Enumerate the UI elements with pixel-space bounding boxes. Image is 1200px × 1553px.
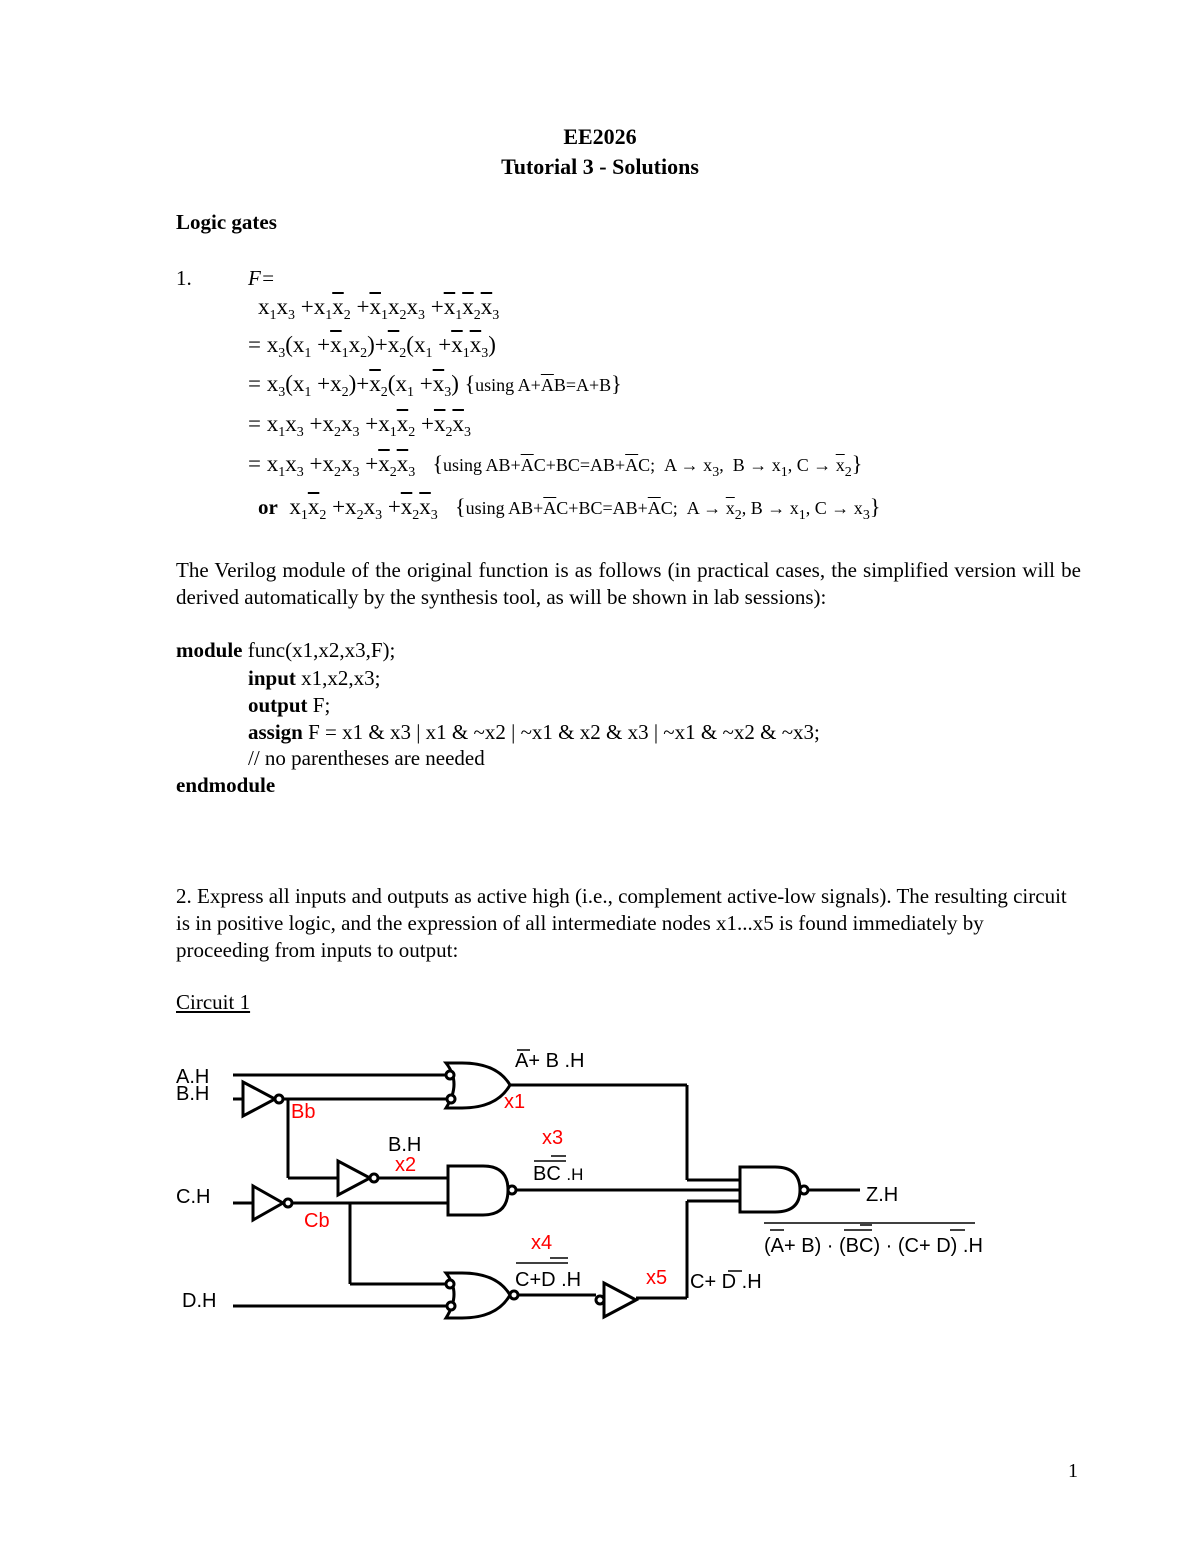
input-c-label: C.H	[176, 1186, 211, 1208]
assign-statement: F = x1 & x3 | x1 & ~x2 | ~x1 & x2 & x3 | ~x1 & ~x2 & ~x3;	[302, 720, 820, 744]
x4-expr-suffix: .H	[561, 1269, 582, 1291]
equation-line-2: = $x_3(x_1 +\overline{x}_1x_2)+\overline{x}_2(x_1 +\overline{x}_1\overline{x}_3)$	[248, 332, 496, 361]
x1-expression	[515, 1050, 584, 1072]
x5-expression: C+ D .H	[690, 1271, 762, 1293]
verilog-intro: The Verilog module of the original function is as follows (in practical cases, the simplified version will be derived automatically by the synthesis tool, as will be shown in lab sessions):	[176, 558, 1081, 609]
node-x2: x2	[395, 1154, 417, 1176]
output-label: Z.H	[866, 1184, 899, 1206]
nand-gate-z	[740, 1167, 800, 1212]
node-x3: x3	[542, 1127, 564, 1149]
x3-expr-suffix: .H	[566, 1165, 584, 1184]
node-cb: Cb	[304, 1210, 330, 1232]
nand-gate-x3	[448, 1166, 508, 1215]
input-d-label: D.H	[182, 1290, 217, 1312]
node-bb: Bb	[291, 1101, 316, 1123]
keyword-output: output	[248, 693, 308, 717]
x1-expr-b: + B .H	[528, 1050, 585, 1072]
output-expression: (A+ B) · (BC) · (C+ D) .H	[764, 1235, 983, 1257]
node-x4: x4	[531, 1232, 553, 1254]
bh-node-label: B.H	[388, 1134, 422, 1156]
or-label: or	[258, 495, 278, 519]
keyword-endmodule: endmodule	[176, 773, 276, 797]
circuit-label: Circuit 1	[176, 990, 251, 1014]
equation-line-1: $x_1x_3 +x_1\overline{x}_2 +\overline{x}_1x_2x_3 +\overline{x}_1\overline{x}_2\overline{x}_3$	[258, 294, 500, 323]
keyword-module: module	[176, 638, 243, 662]
question-number-1: 1.	[176, 266, 192, 290]
x3-expression: BC .H	[533, 1163, 584, 1185]
output-declaration: F;	[307, 693, 331, 717]
equation-line-4: = $x_1x_3 +x_2x_3 +x_1\overline{x}_2 +\overline{x}_2\overline{x}_3$	[248, 411, 471, 440]
page-title: Tutorial 3 - Solutions	[501, 154, 699, 179]
question-2-text: 2. Express all inputs and outputs as active high (i.e., complement active-low signals). The resulting circuit is in positive logic, and the expression of all intermediate nodes x1...x5 is found immediately by proceeding from inputs to output:	[176, 884, 1067, 962]
x1-expr-a: A	[515, 1050, 529, 1072]
or-gate-x4	[446, 1273, 510, 1318]
input-b-label: B.H	[176, 1083, 210, 1105]
module-declaration: func(x1,x2,x3,F);	[242, 638, 396, 662]
code-comment: // no parentheses are needed	[248, 746, 485, 770]
section-heading: Logic gates	[176, 210, 277, 234]
function-lhs: F=	[248, 266, 275, 290]
course-code: EE2026	[563, 124, 637, 149]
input-declaration: x1,x2,x3;	[295, 666, 381, 690]
input-a-label: A.H	[176, 1066, 210, 1088]
inverter-b	[243, 1082, 275, 1116]
inverter-c	[253, 1186, 283, 1220]
inverter-x2	[338, 1161, 370, 1195]
equation-line-5: = $x_1x_3 +x_2x_3 +\overline{x}_2\overline{x}_3$ {using $AB+\overline{A}C+BC=AB+\overline{A}C$; $A \to x_3$, $B \to x_1$, $C \to \overline{x}_2$}	[248, 451, 863, 480]
page-number: 1	[1068, 1460, 1078, 1482]
buffer-x5	[604, 1283, 636, 1317]
node-x1: x1	[504, 1091, 526, 1113]
equation-line-3: = $x_3(x_1 +x_2)+\overline{x}_2(x_1 +\overline{x}_3)$ {using $A+\overline{A}B=A+B$}	[248, 371, 622, 400]
equation-line-6: or $x_1\overline{x}_2 +x_2x_3 +\overline{x}_2\overline{x}_3$ {using $AB+\overline{A}C+BC=AB+\overline{A}C$; $A \to \overline{x}_2$, $B \to x_1$, $C \to x_3$}	[258, 494, 881, 523]
x4-expression: C+D .H	[515, 1269, 582, 1291]
keyword-input: input	[248, 666, 296, 690]
node-x5: x5	[646, 1267, 668, 1289]
keyword-assign: assign	[248, 720, 303, 744]
